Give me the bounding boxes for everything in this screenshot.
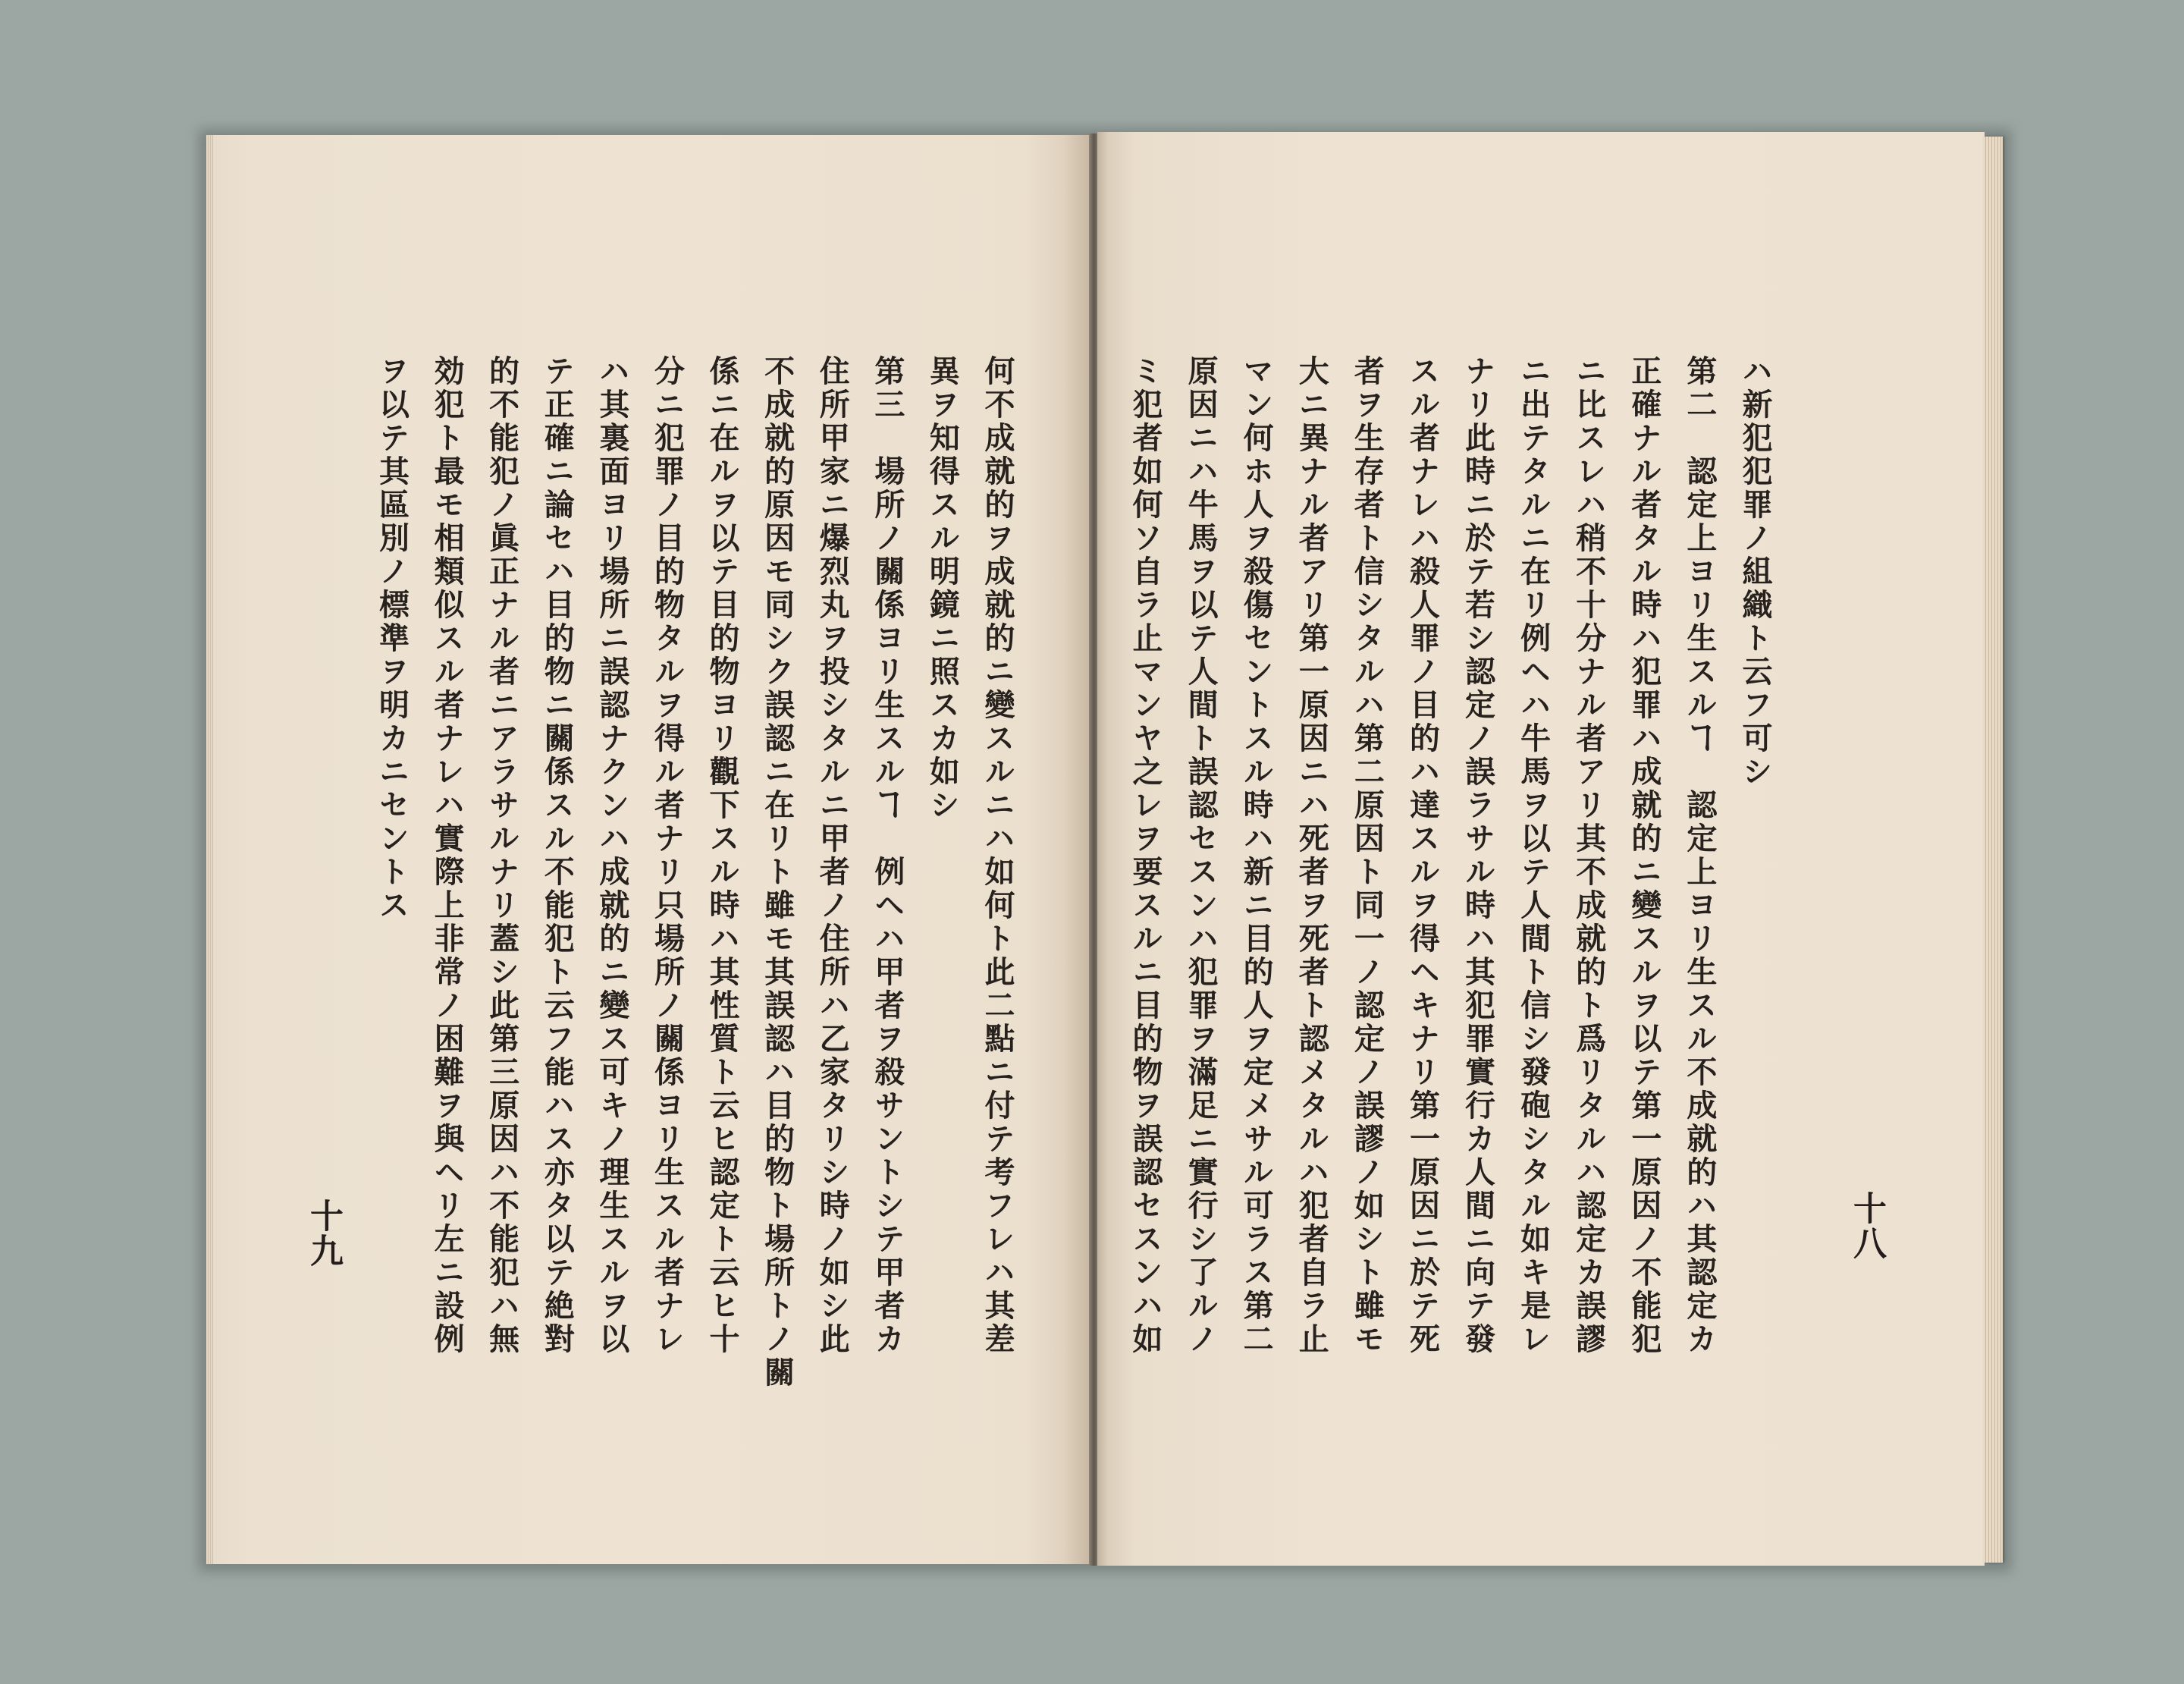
text-column: 分ニ犯罪ノ目的物タルヲ得ル者ナリ只場所ノ關係ヨリ生スル者ナレ	[649, 355, 686, 1356]
text-column: 正確ナル者タル時ハ犯罪ハ成就的ニ變スルヲ以テ第一原因ノ不能犯	[1626, 355, 1662, 1356]
right-page	[1097, 132, 1985, 1566]
right-page-edge	[1983, 137, 2003, 1563]
left-page	[206, 135, 1090, 1564]
text-column: ニ出テタルニ在リ例ヘハ牛馬ヲ以テ人間ト信シ發砲シタル如キ是レ	[1515, 355, 1552, 1356]
text-column: 住所甲家ニ爆烈丸ヲ投シタルニ甲者ノ住所ハ乙家タリシ時ノ如シ此	[814, 355, 851, 1356]
text-column: 原因ニハ牛馬ヲ以テ人間ト誤認セスンハ犯罪ヲ滿足ニ實行シ了ルノ	[1183, 355, 1219, 1356]
text-column: ナリ此時ニ於テ若シ認定ノ誤ラサル時ハ其犯罪實行カ人間ニ向テ發	[1460, 355, 1496, 1356]
text-column: ヲ以テ其區別ノ標準ヲ明カニセントス	[374, 355, 410, 922]
text-column: スル者ナレハ殺人罪ノ目的ハ達スルヲ得ヘキナリ第一原因ニ於テ死	[1404, 355, 1441, 1356]
text-column: テ正確ニ論セハ目的物ニ關係スル不能犯ト云フ能ハス亦タ以テ絶對	[539, 355, 576, 1356]
left-page-text	[363, 355, 1025, 1508]
text-column: 異ヲ知得スル明鏡ニ照スカ如シ	[924, 355, 961, 822]
text-column: マン何ホ人ヲ殺傷セントスル時ハ新ニ目的人ヲ定メサル可ラス第二	[1238, 355, 1275, 1356]
text-column: 者ヲ生存者ト信シタルハ第二原因ト同一ノ認定ノ誤謬ノ如シト雖モ	[1349, 355, 1385, 1356]
page-number: 十九	[304, 1199, 343, 1268]
text-column: 不成就的原因モ同シク誤認ニ在リト雖モ其誤認ハ目的物ト場所トノ關	[759, 355, 795, 1390]
text-column: 係ニ在ルヲ以テ目的物ヨリ觀下スル時ハ其性質ト云ヒ認定ト云ヒ十	[704, 355, 741, 1356]
text-column: 大ニ異ナル者アリ第一原因ニハ死者ヲ死者ト認メタルハ犯者自ラ止	[1294, 355, 1330, 1356]
text-column: ハ其裏面ヨリ場所ニ誤認ナクンハ成就的ニ變ス可キノ理生スルヲ以	[594, 355, 630, 1356]
text-column: 的不能犯ノ眞正ナル者ニアラサルナリ蓋シ此第三原因ハ不能犯ハ無	[484, 355, 520, 1356]
text-column: ミ犯者如何ソ自ラ止マンヤ之レヲ要スルニ目的物ヲ誤認セスンハ如	[1127, 355, 1163, 1356]
text-column: ニ比スレハ稍不十分ナル者アリ其不成就的ト爲リタルハ認定カ誤謬	[1571, 355, 1607, 1356]
page-number: 十八	[1847, 1191, 1886, 1261]
text-column: ハ新犯犯罪ノ組織ト云フ可シ	[1737, 355, 1773, 789]
text-column: 何不成就的ヲ成就的ニ變スルニハ如何ト此二點ニ付テ考フレハ其差	[980, 355, 1015, 1356]
text-column: 第二 認定上ヨリ生スルヿ 認定上ヨリ生スル不成就的ハ其認定カ	[1681, 355, 1718, 1356]
right-page-text	[1117, 355, 1783, 1508]
text-column: 第三 場所ノ關係ヨリ生スルヿ 例ヘハ甲者ヲ殺サントシテ甲者カ	[869, 355, 905, 1356]
text-column: 効犯ト最モ相類似スル者ナレハ實際上非常ノ困難ヲ與ヘリ左ニ設例	[429, 355, 466, 1356]
left-page-edge	[206, 135, 213, 1564]
